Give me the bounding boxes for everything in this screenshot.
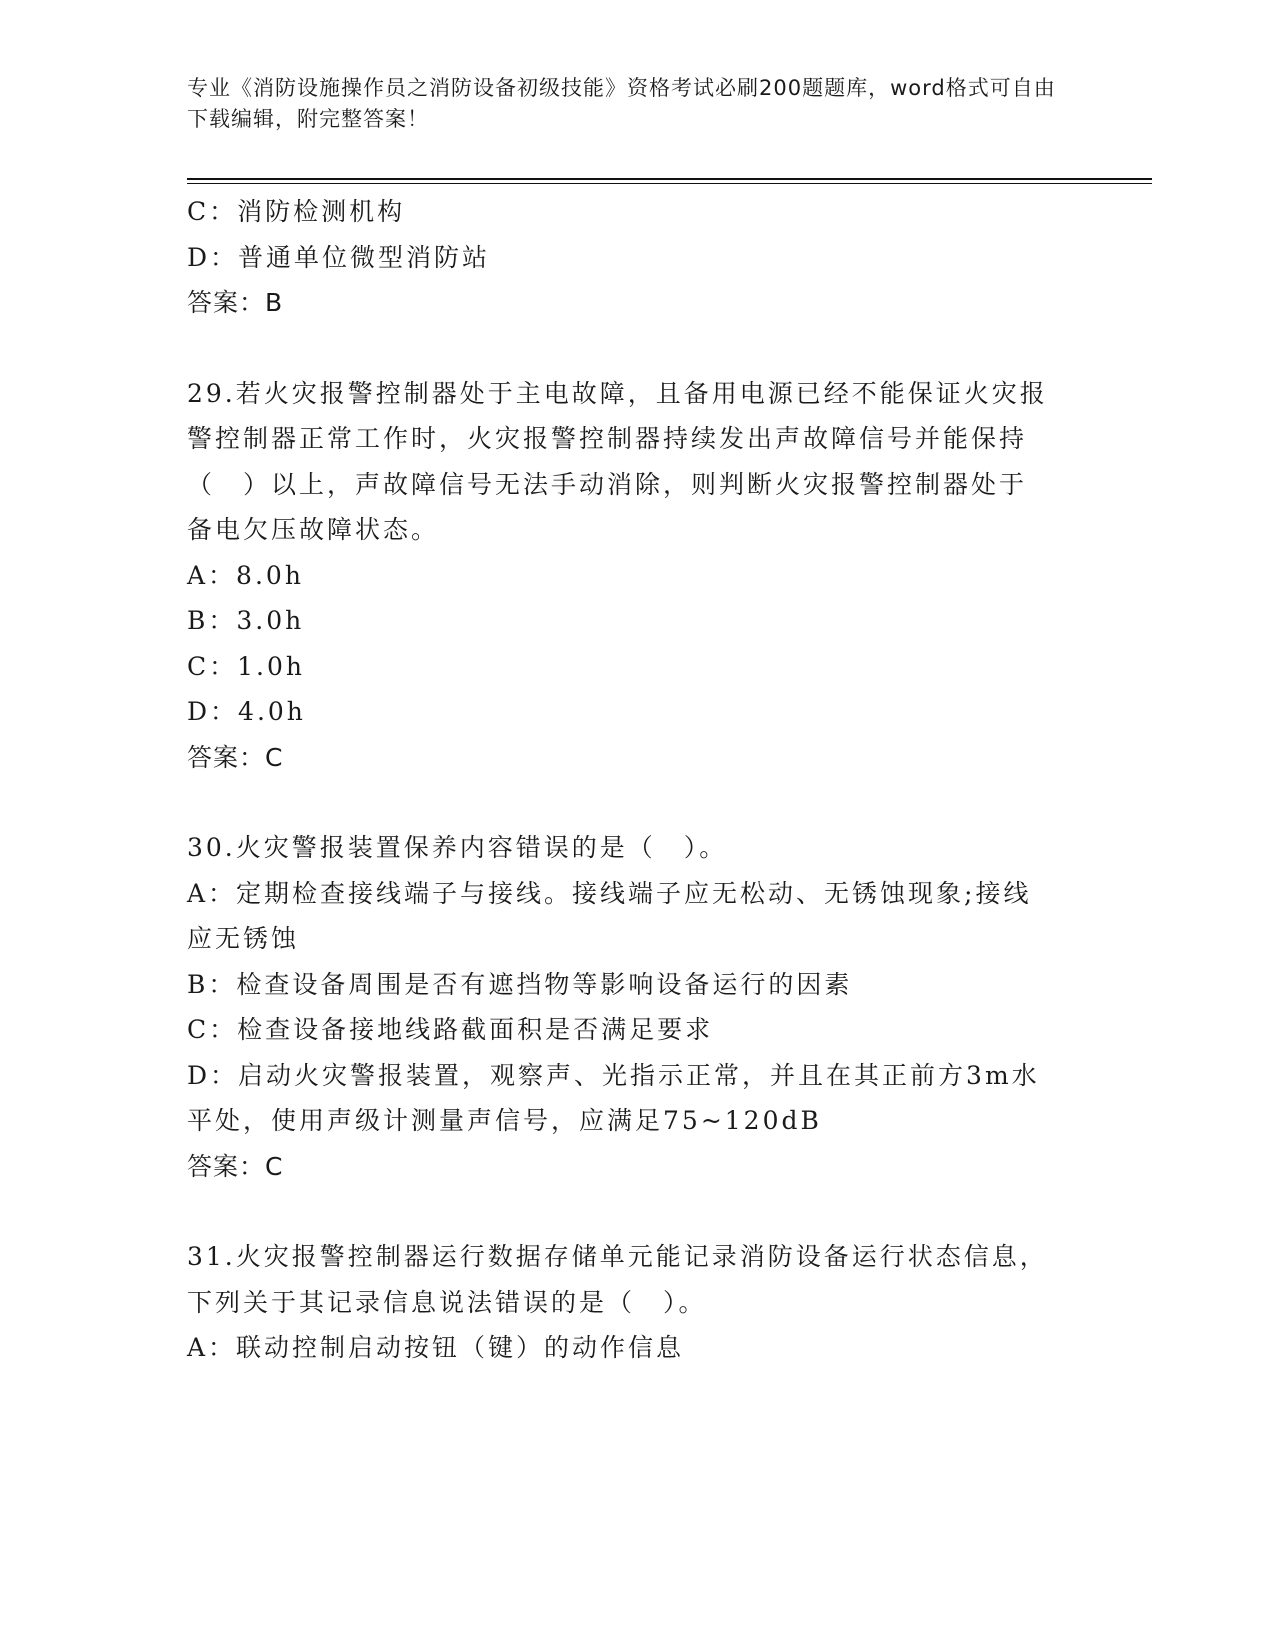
header-divider-thick <box>187 178 1152 180</box>
question-text-line: 30.火灾警报装置保养内容错误的是（ ）。 <box>187 833 728 862</box>
page-header: 专业《消防设施操作员之消防设备初级技能》资格考试必刷200题题库，word格式可自由下载编辑，附完整答案！ <box>187 76 1056 131</box>
option-c: C：1.0h <box>187 651 305 681</box>
question-text-line: 警控制器正常工作时，火灾报警控制器持续发出声故障信号并能保持 <box>187 424 1028 453</box>
option-c: C：检查设备接地线路截面积是否满足要求 <box>187 1015 714 1044</box>
question-30 <box>187 825 1087 1189</box>
option-a: A：联动控制启动按钮（键）的动作信息 <box>187 1333 685 1362</box>
question-28-continuation <box>187 189 1087 326</box>
option-a: A：定期检查接线端子与接线。接线端子应无松动、无锈蚀现象;接线 <box>187 878 1032 908</box>
option-d-continuation: 平处，使用声级计测量声信号，应满足75~120dB <box>187 1106 822 1135</box>
option-c: C：消防检测机构 <box>187 197 406 226</box>
option-d: D：4.0h <box>187 697 306 726</box>
answer-line: 答案：C <box>187 1151 284 1181</box>
option-a-continuation: 应无锈蚀 <box>187 924 300 953</box>
spacer <box>187 780 1087 825</box>
question-text-line: 31.火灾报警控制器运行数据存储单元能记录消防设备运行状态信息， <box>187 1242 1048 1271</box>
document-body <box>187 189 1087 1371</box>
answer-line: 答案：C <box>187 742 284 772</box>
spacer <box>187 1189 1087 1234</box>
question-text-line: 备电欠压故障状态。 <box>187 515 440 544</box>
question-text-line: 下列关于其记录信息说法错误的是（ ）。 <box>187 1287 707 1317</box>
question-29 <box>187 371 1087 781</box>
option-d: D：启动火灾警报装置，观察声、光指示正常，并且在其正前方3m水 <box>187 1060 1040 1090</box>
option-d: D：普通单位微型消防站 <box>187 242 491 272</box>
option-a: A：8.0h <box>187 560 304 590</box>
answer-line: 答案：B <box>187 288 284 317</box>
option-b: B：检查设备周围是否有遮挡物等影响设备运行的因素 <box>187 969 853 999</box>
question-text-line: 29.若火灾报警控制器处于主电故障，且备用电源已经不能保证火灾报 <box>187 378 1048 408</box>
question-text-line: （ ）以上，声故障信号无法手动消除，则判断火灾报警控制器处于 <box>187 469 1028 499</box>
spacer <box>187 326 1087 371</box>
question-31 <box>187 1234 1087 1371</box>
header-divider-thin <box>187 183 1152 184</box>
option-b: B：3.0h <box>187 606 305 635</box>
